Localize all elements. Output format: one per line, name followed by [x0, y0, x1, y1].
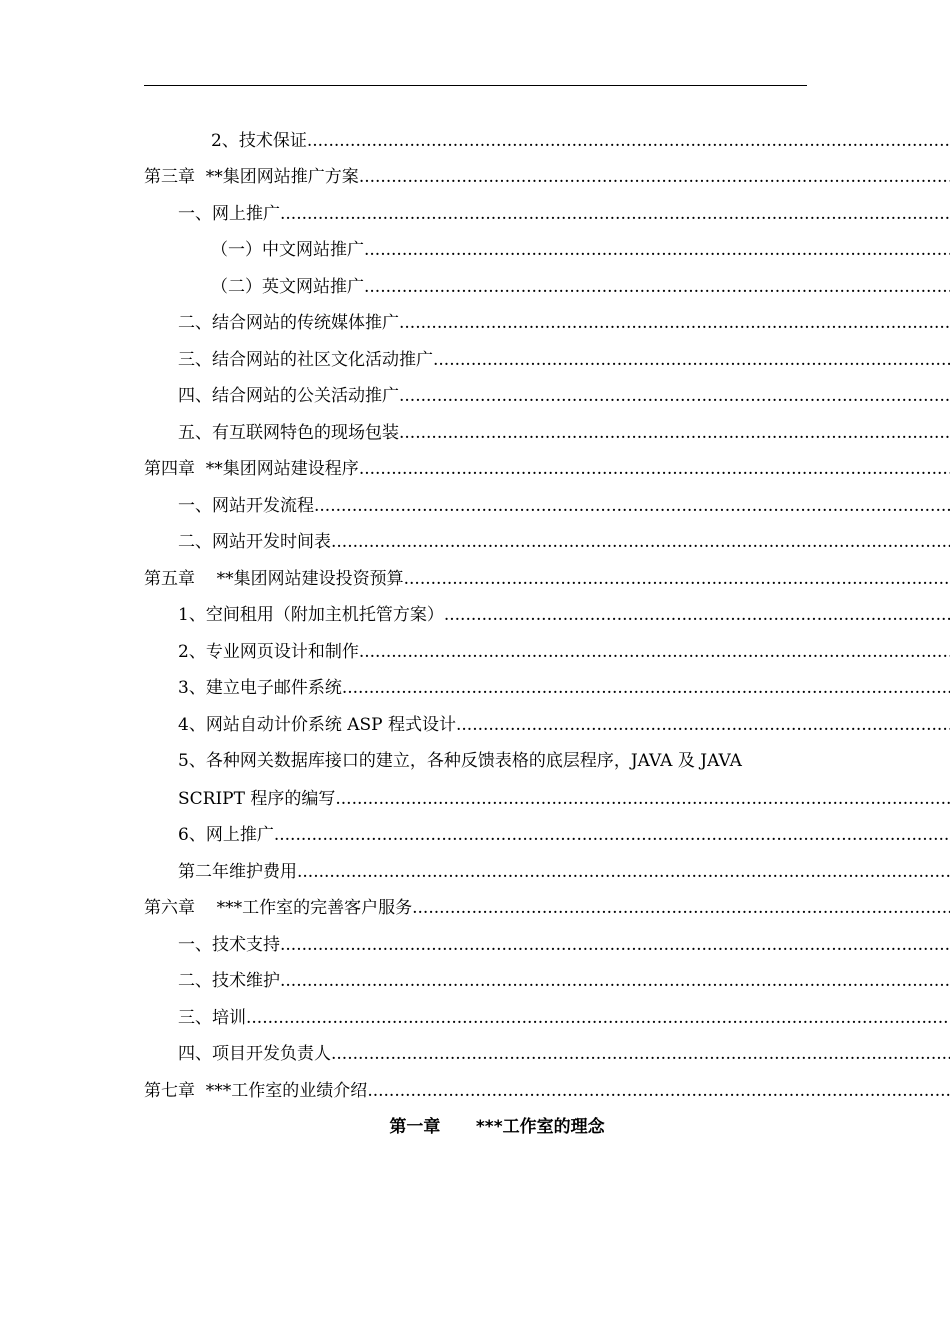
toc-entry-label: 二、结合网站的传统媒体推广 — [178, 313, 399, 333]
toc-leader-dots — [367, 1078, 950, 1104]
toc-entry[interactable] — [144, 456, 950, 482]
toc-entry[interactable] — [178, 383, 950, 409]
toc-entry-label: SCRIPT 程序的编写 — [178, 789, 336, 809]
toc-entry[interactable] — [211, 237, 950, 263]
toc-leader-dots — [280, 932, 950, 958]
toc-entry[interactable] — [178, 310, 950, 336]
toc-entry[interactable] — [178, 1041, 950, 1067]
toc-entry-label: （二）英文网站推广 — [211, 277, 364, 297]
toc-leader-dots — [297, 859, 950, 885]
toc-entry-label: 2、技术保证 — [211, 131, 307, 151]
toc-entry[interactable] — [144, 1078, 950, 1104]
toc-entry[interactable] — [178, 968, 950, 994]
toc-leader-dots — [444, 602, 950, 628]
toc-entry-label: 五、有互联网特色的现场包装 — [178, 423, 399, 443]
toc-leader-dots — [364, 274, 950, 300]
toc-entry-label: 2、专业网页设计和制作 — [178, 642, 359, 662]
toc-entry[interactable] — [178, 859, 950, 885]
toc-entry-label: 三、培训 — [178, 1008, 246, 1028]
toc-entry-label: 三、结合网站的社区文化活动推广 — [178, 350, 433, 370]
toc-entry-label: 二、网站开发时间表 — [178, 532, 331, 552]
toc-entry[interactable] — [144, 566, 950, 592]
toc-leader-dots — [246, 1005, 950, 1031]
toc-entry-label: 四、项目开发负责人 — [178, 1044, 331, 1064]
toc-entry[interactable] — [178, 639, 950, 665]
toc-leader-dots — [399, 383, 950, 409]
toc-entry-label: 第五章 **集团网站建设投资预算 — [144, 569, 404, 589]
toc-entry-label: 一、网站开发流程 — [178, 496, 314, 516]
toc-entry[interactable] — [178, 712, 950, 738]
toc-leader-dots — [359, 639, 950, 665]
toc-leader-dots — [335, 786, 950, 812]
toc-entry[interactable] — [178, 932, 950, 958]
toc-entry[interactable] — [178, 822, 950, 848]
toc-leader-dots — [433, 347, 950, 373]
toc-entry-wrapped-line: 5、各种网关数据库接口的建立，各种反馈表格的底层程序，JAVA 及 JAVA — [178, 751, 742, 771]
toc-leader-dots — [280, 201, 950, 227]
toc-entry-label: 一、网上推广 — [178, 204, 280, 224]
toc-leader-dots — [314, 493, 950, 519]
toc-leader-dots — [359, 456, 950, 482]
toc-entry-label: 第七章 ***工作室的业绩介绍 — [144, 1081, 368, 1101]
toc-entry[interactable] — [178, 529, 950, 555]
toc-entry[interactable] — [178, 201, 950, 227]
toc-entry-label: 第六章 ***工作室的完善客户服务 — [144, 898, 413, 918]
toc-entry[interactable] — [211, 274, 950, 300]
toc-leader-dots — [359, 164, 950, 190]
toc-entry[interactable] — [178, 786, 950, 812]
toc-leader-dots — [404, 566, 950, 592]
toc-entry[interactable] — [144, 164, 950, 190]
chapter-heading: 第一章 ***工作室的理念 — [389, 1117, 605, 1137]
toc-entry-label: 一、技术支持 — [178, 935, 280, 955]
toc-entry-label: 4、网站自动计价系统 ASP 程式设计 — [178, 715, 456, 735]
toc-entry-label: 四、结合网站的公关活动推广 — [178, 386, 399, 406]
toc-leader-dots — [342, 675, 950, 701]
toc-entry[interactable] — [178, 675, 950, 701]
toc-entry-label: 6、网上推广 — [178, 825, 274, 845]
toc-leader-dots — [412, 895, 950, 921]
toc-leader-dots — [456, 712, 950, 738]
toc-leader-dots — [280, 968, 950, 994]
toc-entry[interactable] — [178, 1005, 950, 1031]
toc-leader-dots — [274, 822, 950, 848]
toc-entry-label: 二、技术维护 — [178, 971, 280, 991]
toc-leader-dots — [307, 128, 950, 154]
toc-entry-label: （一）中文网站推广 — [211, 240, 364, 260]
toc-entry[interactable] — [178, 602, 950, 628]
toc-leader-dots — [399, 420, 950, 446]
toc-leader-dots — [331, 1041, 950, 1067]
toc-leader-dots — [331, 529, 950, 555]
toc-entry[interactable] — [178, 347, 950, 373]
toc-entry[interactable] — [144, 895, 950, 921]
toc-leader-dots — [364, 237, 950, 263]
toc-entry-label: 第二年维护费用 — [178, 862, 297, 882]
toc-entry-label: 1、空间租用（附加主机托管方案） — [178, 605, 444, 625]
toc-entry[interactable] — [178, 420, 950, 446]
toc-entry[interactable] — [178, 493, 950, 519]
toc-entry-label: 第四章 **集团网站建设程序 — [144, 459, 359, 479]
toc-leader-dots — [399, 310, 950, 336]
toc-entry[interactable] — [211, 128, 950, 154]
toc-entry-label: 3、建立电子邮件系统 — [178, 678, 342, 698]
toc-entry-label: 第三章 **集团网站推广方案 — [144, 167, 359, 187]
